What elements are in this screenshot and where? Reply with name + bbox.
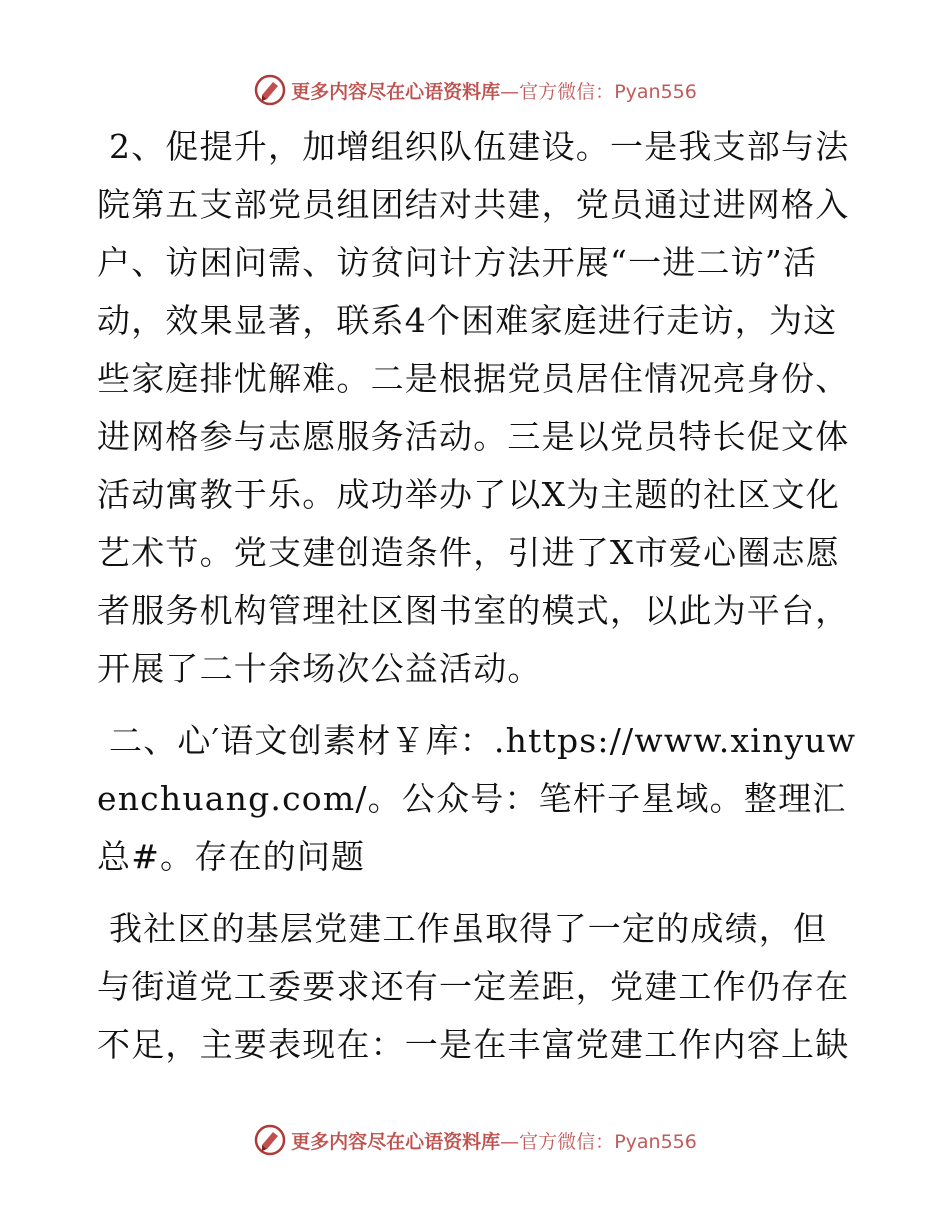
brand-logo-icon	[253, 1123, 287, 1157]
paragraph-section-heading-problems: 二、心′语文创素材￥库：.https://www.xinyuwenchuang.com/。公众号：笔杆子星域。整理汇总#。存在的问题	[97, 721, 857, 876]
paragraph-organization-building: 2、促提升，加增组织队伍建设。一是我支部与法院第五支部党员组团结对共建，党员通过进网格入户、访困问需、访贫问计方法开展“一进二访”活动，效果显著，联系4个困难家庭进行走访，为这些家庭排忧解难。二是根据党员居住情况亮身份、进网格参与志愿服务活动。三是以党员特长促文体活动寓教于乐。成功举办了以X为主题的社区文化艺术节。党支建创造条件，引进了X市爱心圈志愿者服务机构管理社区图书室的模式，以此为平台，开展了二十余场次公益活动。	[97, 127, 850, 688]
footer-watermark-text	[291, 1127, 697, 1154]
footer-wechat-id: Pyan556	[614, 1130, 697, 1153]
footer-brand-text: 更多内容尽在心语资料库	[291, 1130, 501, 1153]
document-body	[97, 118, 857, 1088]
header-dash: —	[500, 80, 520, 103]
header-watermark-banner	[0, 70, 950, 110]
footer-wechat-label: 官方微信：	[519, 1130, 615, 1153]
paragraph-existing-problems: 我社区的基层党建工作虽取得了一定的成绩，但与街道党工委要求还有一定差距，党建工作仍存在不足，主要表现在：一是在丰富党建工作内容上缺	[97, 909, 850, 1064]
header-wechat-label: 官方微信：	[519, 80, 615, 103]
header-watermark-text	[291, 77, 697, 104]
brand-logo-icon	[253, 73, 287, 107]
header-brand-text: 更多内容尽在心语资料库	[291, 80, 501, 103]
footer-dash: —	[500, 1130, 520, 1153]
footer-watermark-banner	[0, 1120, 950, 1160]
header-wechat-id: Pyan556	[614, 80, 697, 103]
